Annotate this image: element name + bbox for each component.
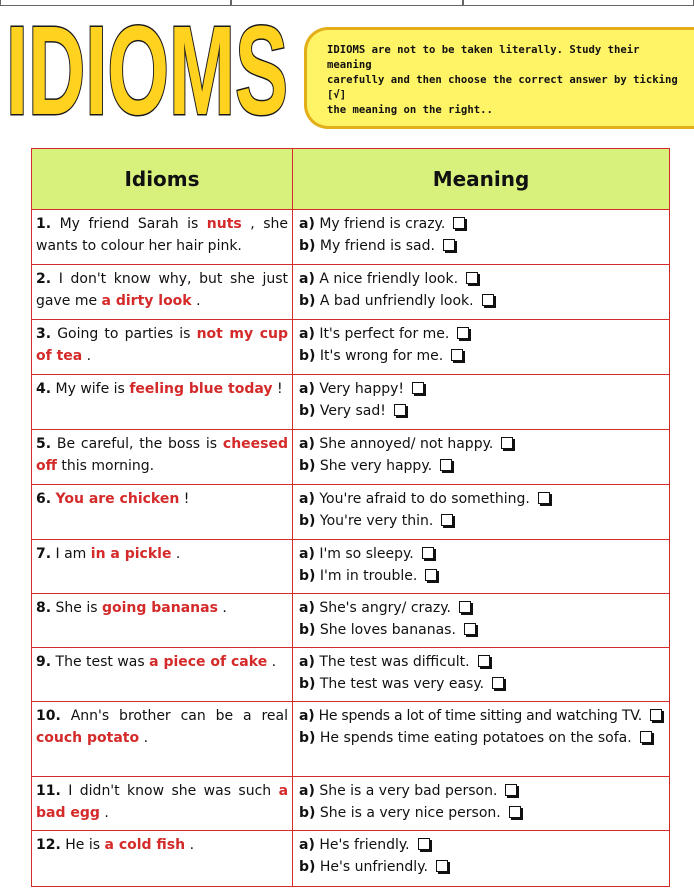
option-a (299, 705, 665, 727)
idiom-number: 11. (36, 783, 61, 799)
option-a (299, 213, 665, 235)
option-b-letter: b) (299, 458, 316, 474)
option-a-checkbox[interactable] (418, 838, 430, 850)
idiom-cell (32, 210, 293, 265)
option-b-checkbox[interactable] (640, 731, 652, 743)
idiom-cell (32, 777, 293, 831)
idiom-cell (32, 831, 293, 887)
top-border-strip (0, 0, 694, 6)
idiom-cell (32, 430, 293, 485)
idiom-text-after: . (143, 730, 149, 746)
option-b (299, 727, 665, 749)
idiom-number: 12. (36, 837, 61, 853)
idiom-phrase: a cold fish (104, 837, 186, 853)
option-a-text: You're afraid to do something. (319, 491, 530, 507)
idiom-text-before: Going to parties is (57, 326, 191, 342)
idiom-text-after: this morning. (61, 458, 155, 474)
idiom-text-before: I am (55, 546, 87, 562)
option-a-text: She's angry/ crazy. (319, 600, 451, 616)
idiom-number: 10. (36, 708, 61, 724)
idiom-text-after: , she wants to colour her hair pink. (36, 216, 289, 254)
option-b-text: You're very thin. (319, 513, 434, 529)
idiom-text-after: . (189, 837, 195, 853)
option-b-checkbox[interactable] (443, 239, 455, 251)
option-a (299, 543, 665, 565)
option-a-text: A nice friendly look. (319, 271, 459, 287)
idiom-text-before: My wife is (55, 381, 125, 397)
option-b (299, 400, 665, 422)
option-b-letter: b) (299, 403, 316, 419)
idiom-phrase: a dirty look (101, 293, 192, 309)
instruction-banner (304, 27, 694, 129)
option-b-checkbox[interactable] (482, 294, 494, 306)
table-row (32, 594, 670, 648)
option-a (299, 651, 665, 673)
option-a-letter: a) (299, 654, 315, 670)
option-b-text: I'm in trouble. (319, 568, 418, 584)
idiom-text-before: I didn't know she was such (68, 783, 272, 799)
option-b (299, 290, 665, 312)
idiom-number: 1. (36, 216, 52, 232)
meaning-cell (293, 210, 670, 265)
meaning-cell (293, 648, 670, 702)
column-header-meaning: Meaning (293, 149, 670, 210)
instruction-text: IDIOMS are not to be taken literally. Study their meaning carefully and then choose the correct answer by ticking [√] the meaning on the right.. (327, 44, 678, 116)
idiom-number: 3. (36, 326, 52, 342)
idiom-text-before: The test was (55, 654, 145, 670)
option-b-letter: b) (299, 730, 316, 746)
option-b-letter: b) (299, 238, 316, 254)
table-row (32, 831, 670, 887)
idiom-phrase: cheesed off (36, 436, 289, 474)
option-b (299, 619, 665, 641)
meaning-cell (293, 831, 670, 887)
idiom-number: 4. (36, 381, 52, 397)
option-a (299, 834, 665, 856)
idiom-cell (32, 320, 293, 375)
option-a (299, 323, 665, 345)
option-b-text: Very sad! (319, 403, 386, 419)
option-b (299, 802, 665, 824)
option-b-checkbox[interactable] (451, 349, 463, 361)
meaning-cell (293, 540, 670, 594)
idiom-text-before: He is (65, 837, 101, 853)
idiom-number: 6. (36, 491, 52, 507)
option-a-text: He's friendly. (319, 837, 410, 853)
option-b-checkbox[interactable] (425, 569, 437, 581)
meaning-cell (293, 375, 670, 430)
option-b-text: A bad unfriendly look. (319, 293, 474, 309)
idiom-text-after: ! (183, 491, 190, 507)
idiom-text-after: . (104, 805, 109, 821)
idiom-number: 5. (36, 436, 52, 452)
option-b-checkbox[interactable] (436, 860, 448, 872)
idiom-text-before: I don't know why, but she just gave me (36, 271, 289, 309)
option-a-checkbox[interactable] (453, 217, 465, 229)
option-a-text: Very happy! (319, 381, 405, 397)
option-a-letter: a) (299, 491, 315, 507)
option-a-checkbox[interactable] (466, 272, 478, 284)
option-a-checkbox[interactable] (457, 327, 469, 339)
option-b-text: The test was very easy. (319, 676, 485, 692)
option-a-text: She annoyed/ not happy. (319, 436, 494, 452)
idiom-phrase: a bad egg (36, 783, 289, 821)
option-a-text: The test was difficult. (319, 654, 470, 670)
idiom-phrase: going bananas (101, 600, 218, 616)
option-b-text: She loves bananas. (319, 622, 456, 638)
idiom-number: 8. (36, 600, 52, 616)
option-a-letter: a) (299, 783, 315, 799)
idiom-text-before: Ann's brother can be a real (70, 708, 288, 724)
option-a-checkbox[interactable] (459, 601, 471, 613)
option-b-letter: b) (299, 348, 316, 364)
idiom-text-after: . (222, 600, 227, 616)
meaning-cell (293, 430, 670, 485)
option-a-text: My friend is crazy. (319, 216, 446, 232)
option-b (299, 673, 665, 695)
option-a (299, 433, 665, 455)
idiom-text-after: ! (276, 381, 283, 397)
meaning-cell (293, 265, 670, 320)
option-b (299, 345, 665, 367)
option-b (299, 510, 665, 532)
option-a-checkbox[interactable] (505, 784, 517, 796)
option-a (299, 597, 665, 619)
idiom-phrase: feeling blue today (129, 381, 273, 397)
option-a (299, 780, 665, 802)
idiom-text-before: She is (55, 600, 98, 616)
option-b-letter: b) (299, 293, 316, 309)
meaning-cell (293, 702, 670, 777)
meaning-cell (293, 320, 670, 375)
idiom-phrase: in a pickle (90, 546, 172, 562)
option-a-letter: a) (299, 436, 315, 452)
option-b (299, 455, 665, 477)
option-b-checkbox[interactable] (509, 806, 521, 818)
option-a-letter: a) (299, 381, 315, 397)
idiom-number: 9. (36, 654, 52, 670)
option-b-checkbox[interactable] (441, 514, 453, 526)
table-row (32, 777, 670, 831)
idiom-cell (32, 540, 293, 594)
idiom-cell (32, 265, 293, 320)
idiom-phrase: nuts (206, 216, 242, 232)
option-b-letter: b) (299, 622, 316, 638)
table-row (32, 485, 670, 540)
option-a-letter: a) (299, 837, 315, 853)
idiom-cell (32, 594, 293, 648)
table-row (32, 375, 670, 430)
option-a-checkbox[interactable] (501, 437, 513, 449)
idioms-table (31, 148, 670, 887)
option-b-letter: b) (299, 568, 316, 584)
table-row (32, 702, 670, 777)
meaning-cell (293, 777, 670, 831)
option-b-text: It's wrong for me. (319, 348, 444, 364)
option-b (299, 856, 665, 878)
table-row (32, 320, 670, 375)
option-b-checkbox[interactable] (464, 623, 476, 635)
option-a-checkbox[interactable] (478, 655, 490, 667)
idioms-logo (2, 14, 292, 126)
table-row (32, 430, 670, 485)
idiom-number: 7. (36, 546, 52, 562)
option-a-text: I'm so sleepy. (319, 546, 414, 562)
option-b-text: She is a very nice person. (319, 805, 501, 821)
option-b-letter: b) (299, 805, 316, 821)
option-b-text: She very happy. (319, 458, 433, 474)
idiom-phrase: not my cup of tea (36, 326, 288, 364)
column-header-idioms: Idioms (32, 149, 293, 210)
idiom-text-after: . (271, 654, 277, 670)
option-b-letter: b) (299, 513, 316, 529)
idiom-phrase: You are chicken (55, 491, 180, 507)
meaning-cell (293, 594, 670, 648)
idiom-text-before: Be careful, the boss is (56, 436, 218, 452)
idiom-number: 2. (36, 271, 52, 287)
idiom-text-before: My friend Sarah is (59, 216, 199, 232)
option-a (299, 268, 665, 290)
option-b-text: He spends time eating potatoes on the sofa. (319, 730, 632, 746)
option-b-letter: b) (299, 676, 316, 692)
option-b-checkbox[interactable] (440, 459, 452, 471)
idiom-text-after: . (86, 348, 92, 364)
logo-text: IDIOMS (6, 14, 288, 126)
table-row (32, 648, 670, 702)
idiom-cell (32, 485, 293, 540)
idiom-cell (32, 648, 293, 702)
option-b-text: My friend is sad. (319, 238, 435, 254)
idiom-phrase: a piece of cake (149, 654, 268, 670)
idiom-cell (32, 702, 293, 777)
option-a-checkbox[interactable] (650, 709, 662, 721)
option-a-checkbox[interactable] (422, 547, 434, 559)
table-header-row (32, 149, 670, 210)
option-b-checkbox[interactable] (394, 404, 406, 416)
idiom-cell (32, 375, 293, 430)
table-row (32, 540, 670, 594)
idiom-text-after: . (175, 546, 181, 562)
option-b-letter: b) (299, 859, 316, 875)
table-row (32, 210, 670, 265)
option-a-checkbox[interactable] (412, 382, 424, 394)
option-a-letter: a) (299, 600, 315, 616)
idiom-phrase: couch potato (36, 730, 140, 746)
meaning-cell (293, 485, 670, 540)
option-a-letter: a) (299, 216, 315, 232)
table-row (32, 265, 670, 320)
option-b (299, 235, 665, 257)
option-a-checkbox[interactable] (538, 492, 550, 504)
option-a (299, 488, 665, 510)
option-a-text: It's perfect for me. (319, 326, 450, 342)
option-b (299, 565, 665, 587)
option-a-letter: a) (299, 326, 315, 342)
option-a-text: She is a very bad person. (319, 783, 498, 799)
idiom-text-after: . (196, 293, 201, 309)
option-a-letter: a) (299, 708, 315, 724)
option-a-letter: a) (299, 546, 315, 562)
option-b-checkbox[interactable] (492, 677, 504, 689)
option-a (299, 378, 665, 400)
option-a-letter: a) (299, 271, 315, 287)
option-a-text: He spends a lot of time sitting and watching TV. (318, 708, 642, 724)
option-b-text: He's unfriendly. (319, 859, 428, 875)
